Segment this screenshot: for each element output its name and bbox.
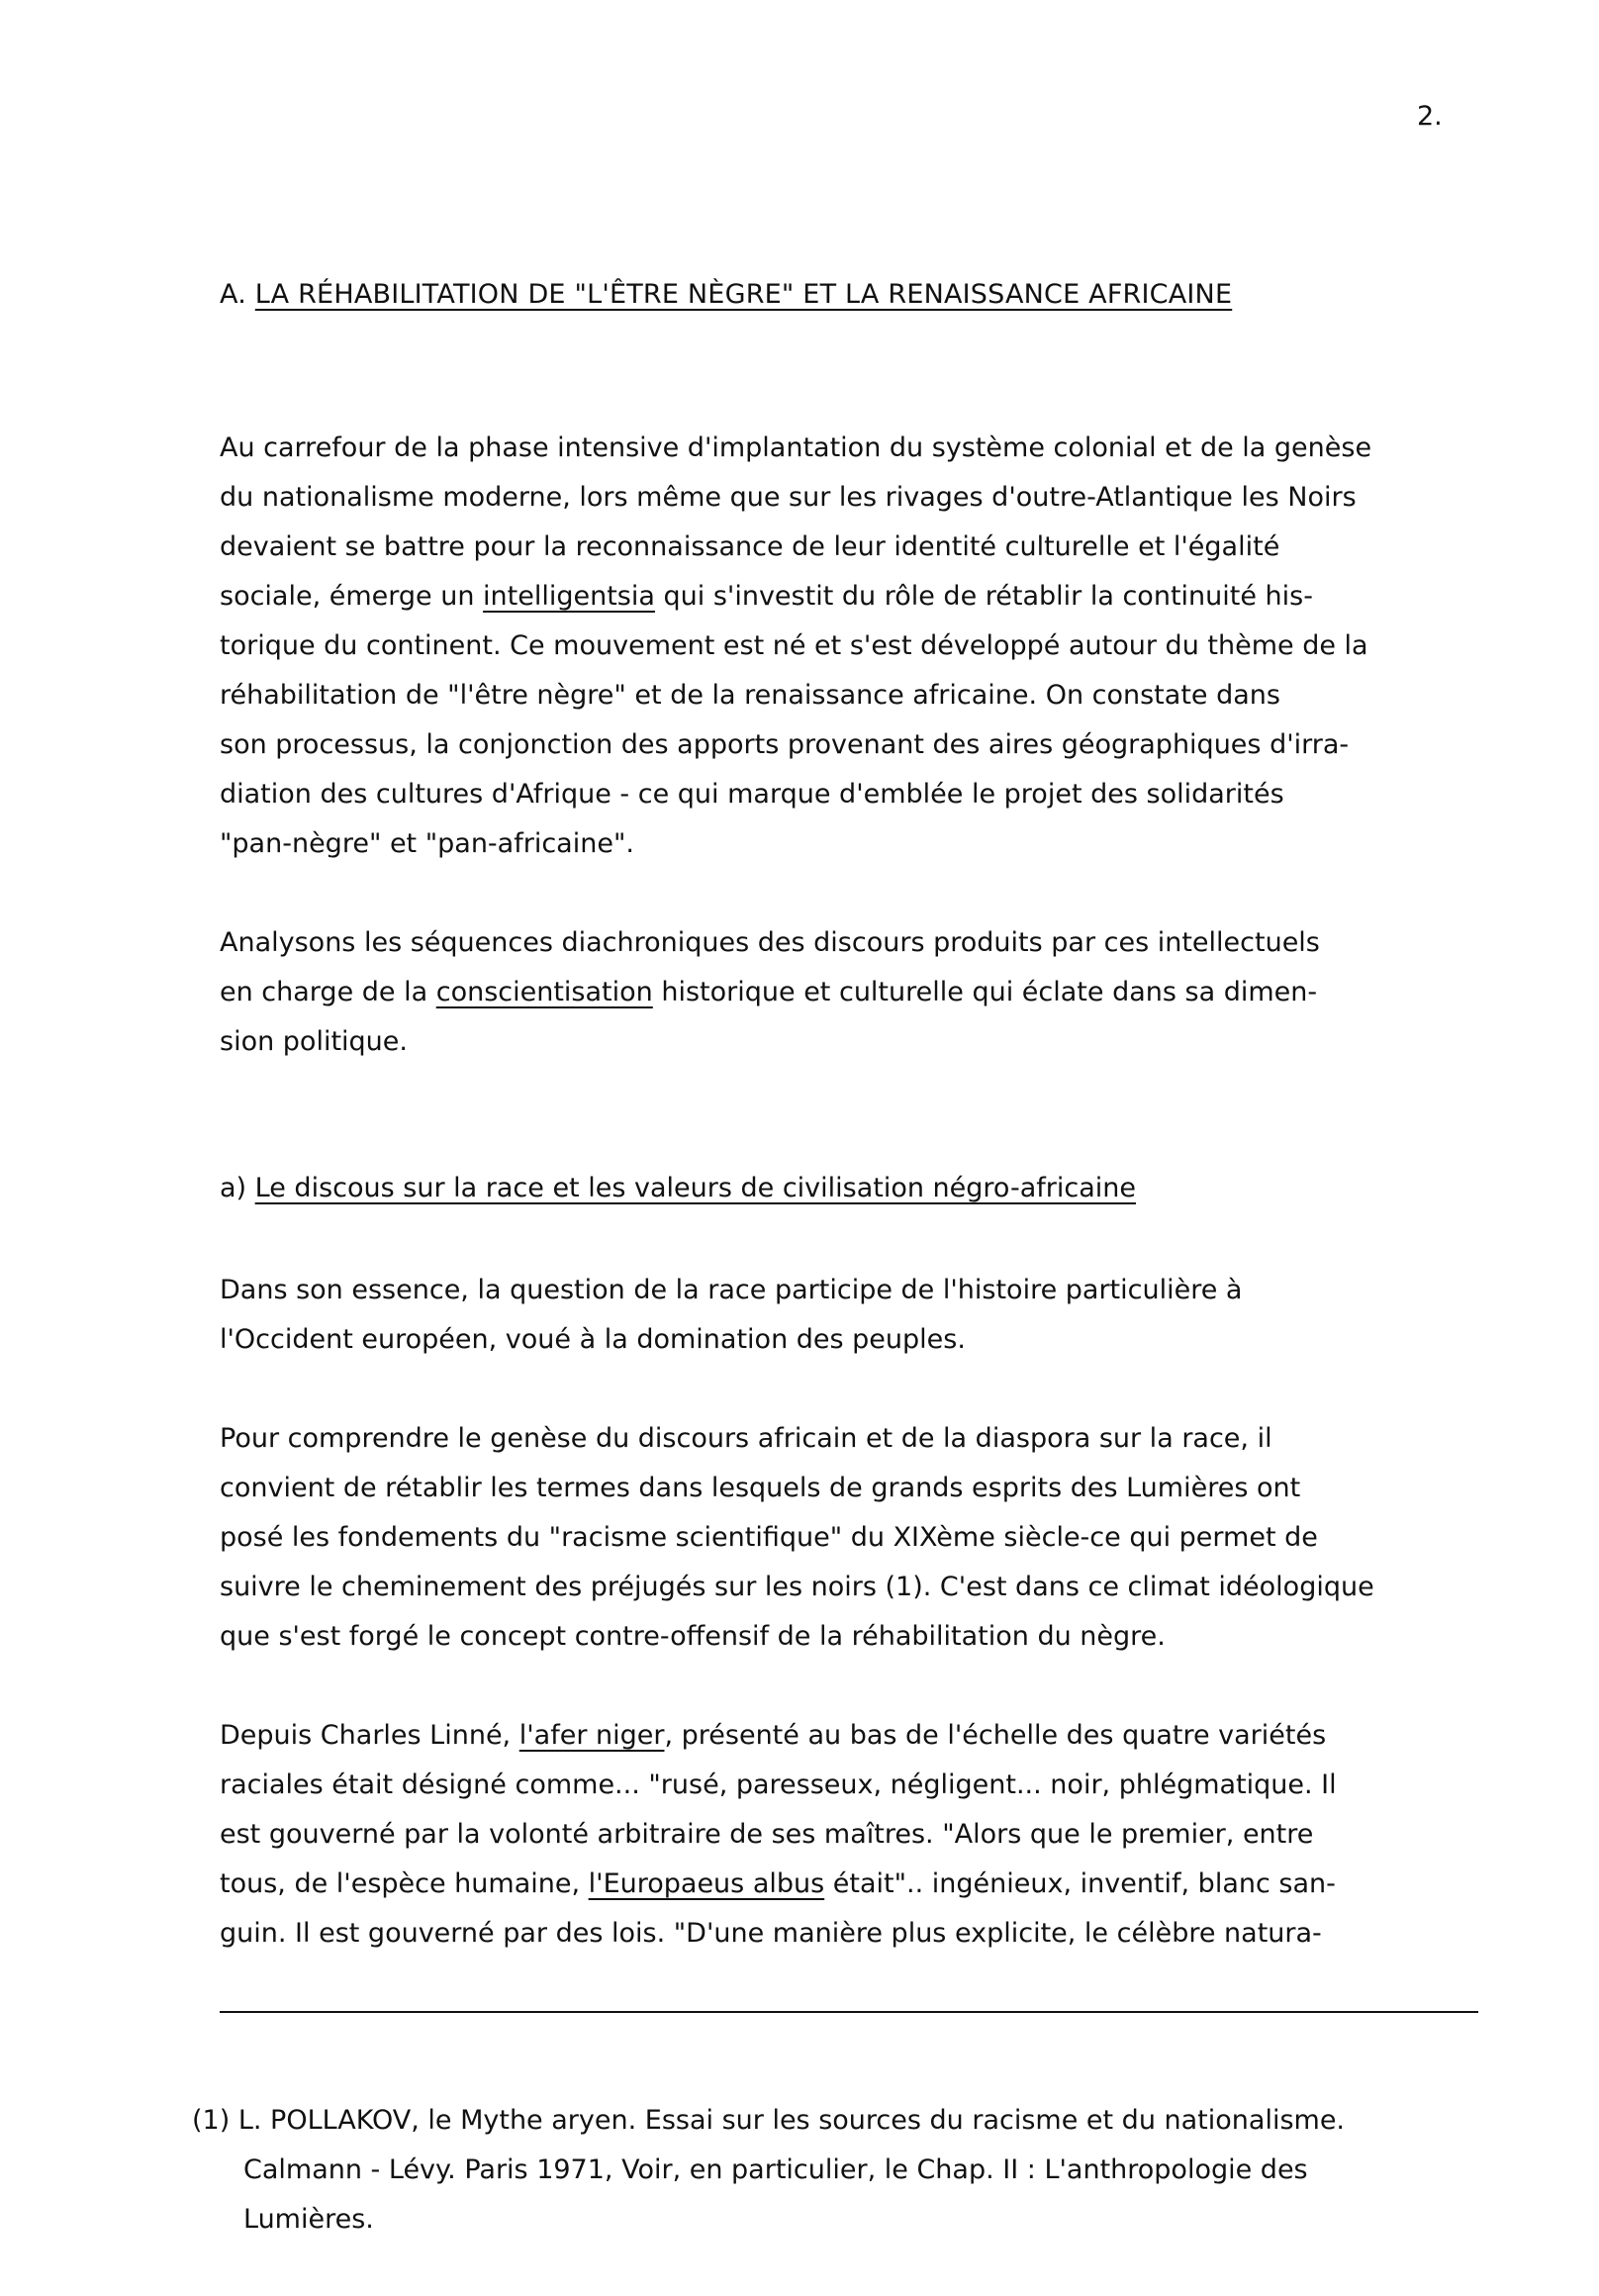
text-line xyxy=(220,572,1371,622)
paragraph-2 xyxy=(220,918,1320,1067)
subsection-prefix: a) xyxy=(220,1173,255,1203)
text-line: posé les fondements du "racisme scientifique" du XIXème siècle-ce qui permet de xyxy=(220,1522,1318,1553)
paragraph-4 xyxy=(220,1414,1374,1662)
subsection-heading xyxy=(220,1173,1136,1203)
underlined-term: intelligentsia xyxy=(483,581,655,612)
section-heading xyxy=(220,279,1232,310)
text-line: Au carrefour de la phase intensive d'implantation du système colonial et de la genèse xyxy=(220,432,1372,463)
text-line: est gouverné par la volonté arbitraire de ses maîtres. "Alors que le premier, entre xyxy=(220,1819,1314,1850)
text-line: devaient se battre pour la reconnaissance de leur identité culturelle et l'égalité xyxy=(220,531,1280,562)
text-run: en charge de la xyxy=(220,977,436,1007)
text-line: réhabilitation de "l'être nègre" et de la renaissance africaine. On constate dans xyxy=(220,680,1280,711)
paragraph-3 xyxy=(220,1266,1242,1365)
section-title: LA RÉHABILITATION DE "L'ÊTRE NÈGRE" ET LA RENAISSANCE AFRICAINE xyxy=(254,279,1233,310)
text-line xyxy=(220,968,1320,1017)
underlined-term: conscientisation xyxy=(435,977,653,1007)
footnote-line: Calmann - Lévy. Paris 1971, Voir, en particulier, le Chap. II : L'anthropologie des xyxy=(243,2154,1308,2185)
underlined-term: l'Europaeus albus xyxy=(588,1868,825,1899)
text-line: "pan-nègre" et "pan-africaine". xyxy=(220,828,634,859)
text-line: Dans son essence, la question de la race participe de l'histoire particulière à xyxy=(220,1275,1243,1305)
footnote-divider xyxy=(220,2011,1478,2013)
text-run: historique et culturelle qui éclate dans sa dimen- xyxy=(652,977,1318,1007)
text-line: sion politique. xyxy=(220,1026,408,1057)
text-line xyxy=(220,1860,1337,1909)
text-line xyxy=(220,1711,1337,1761)
text-line: convient de rétablir les termes dans lesquels de grands esprits des Lumières ont xyxy=(220,1473,1301,1503)
text-run: , présenté au bas de l'échelle des quatre variétés xyxy=(664,1720,1327,1751)
text-line: torique du continent. Ce mouvement est né et s'est développé autour du thème de la xyxy=(220,630,1368,661)
text-line: diation des cultures d'Afrique - ce qui marque d'emblée le projet des solidarités xyxy=(220,779,1284,810)
text-line: raciales était désigné comme... "rusé, paresseux, négligent... noir, phlégmatique. Il xyxy=(220,1770,1337,1800)
page-number: 2. xyxy=(1417,101,1443,132)
text-line: son processus, la conjonction des apports provenant des aires géographiques d'irra- xyxy=(220,729,1350,760)
text-line: Analysons les séquences diachroniques des discours produits par ces intellectuels xyxy=(220,927,1320,958)
text-line: que s'est forgé le concept contre-offensif de la réhabilitation du nègre. xyxy=(220,1621,1166,1652)
text-run: sociale, émerge un xyxy=(220,581,484,612)
text-run: Depuis Charles Linné, xyxy=(220,1720,519,1751)
text-run: était".. ingénieux, inventif, blanc san- xyxy=(824,1868,1336,1899)
paragraph-1 xyxy=(220,424,1371,869)
underlined-term: l'afer niger xyxy=(518,1720,665,1751)
text-line: du nationalisme moderne, lors même que sur les rivages d'outre-Atlantique les Noirs xyxy=(220,482,1357,513)
text-line: guin. Il est gouverné par des lois. "D'une manière plus explicite, le célèbre natura- xyxy=(220,1918,1322,1949)
text-line: suivre le cheminement des préjugés sur les noirs (1). C'est dans ce climat idéologique xyxy=(220,1572,1374,1602)
footnote-line: Lumières. xyxy=(243,2204,374,2235)
footnote xyxy=(192,2096,1345,2245)
paragraph-5 xyxy=(220,1711,1337,1959)
text-run: tous, de l'espèce humaine, xyxy=(220,1868,589,1899)
text-line: l'Occident européen, voué à la domination des peuples. xyxy=(220,1324,966,1355)
text-run: qui s'investit du rôle de rétablir la continuité his- xyxy=(654,581,1313,612)
text-line: Pour comprendre le genèse du discours africain et de la diaspora sur la race, il xyxy=(220,1423,1272,1454)
subsection-title: Le discous sur la race et les valeurs de civilisation négro-africaine xyxy=(254,1173,1136,1203)
section-prefix: A. xyxy=(220,279,246,310)
footnote-line: (1) L. POLLAKOV, le Mythe aryen. Essai sur les sources du racisme et du nationalisme. xyxy=(192,2105,1346,2136)
